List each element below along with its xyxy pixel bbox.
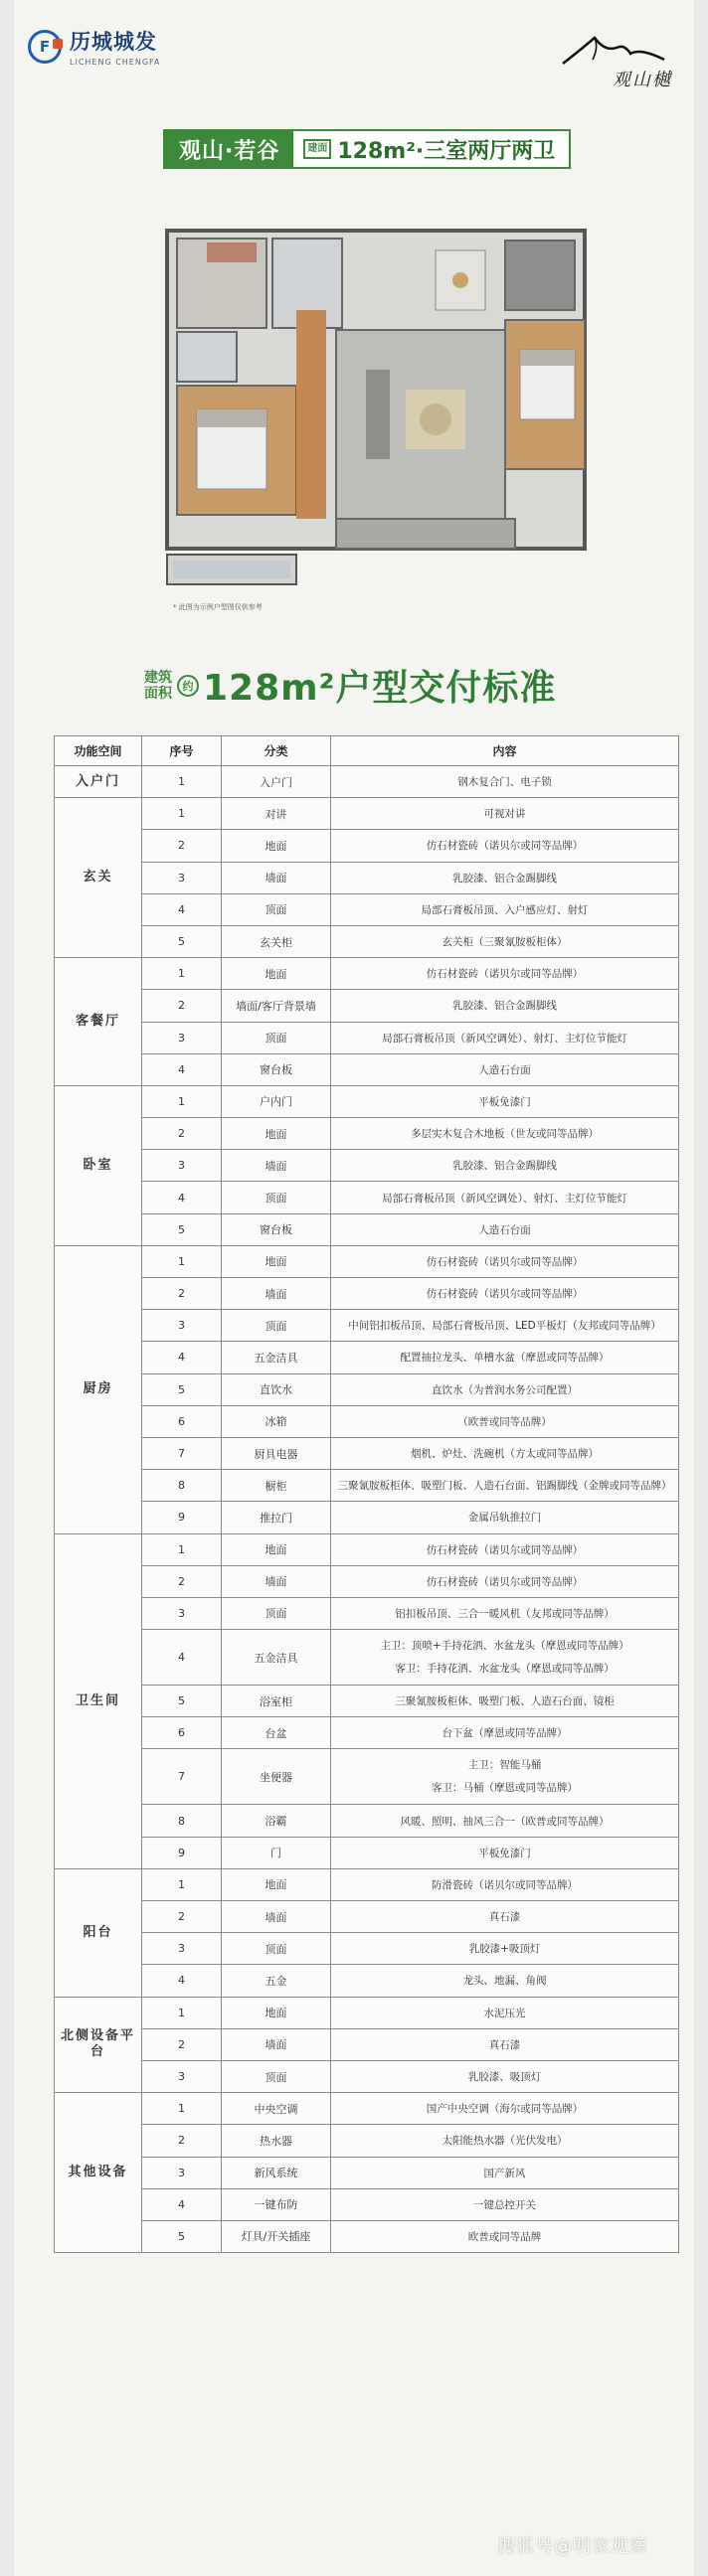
content-cell: 风暖、照明、抽风三合一（欧普或同等品牌）: [331, 1805, 679, 1837]
content-cell: 烟机、炉灶、洗碗机（方太或同等品牌）: [331, 1437, 679, 1469]
category-cell: 墙面: [222, 1565, 331, 1597]
number-cell: 3: [142, 1310, 222, 1342]
number-cell: 5: [142, 2220, 222, 2252]
table-row: [55, 1373, 679, 1405]
content-cell: 平板免漆门: [331, 1085, 679, 1117]
table-row: [55, 1749, 679, 1805]
content-cell: 局部石膏板吊顶、入户感应灯、射灯: [331, 893, 679, 925]
number-cell: 7: [142, 1749, 222, 1805]
number-cell: 7: [142, 1437, 222, 1469]
header-category: 分类: [222, 736, 331, 766]
category-cell: 顶面: [222, 1933, 331, 1965]
number-cell: 1: [142, 798, 222, 830]
content-cell: 玄关柜（三聚氰胺板柜体）: [331, 925, 679, 957]
category-cell: 热水器: [222, 2125, 331, 2157]
content-cell: 一键总控开关: [331, 2188, 679, 2220]
unit-spec: 128m²·三室两厅两卫: [337, 138, 556, 164]
category-cell: 地面: [222, 1997, 331, 2028]
number-cell: 3: [142, 2157, 222, 2188]
number-cell: 5: [142, 1213, 222, 1245]
number-cell: 2: [142, 1118, 222, 1150]
number-cell: 3: [142, 1150, 222, 1182]
content-cell: 仿石材瓷砖（诺贝尔或同等品牌）: [331, 1533, 679, 1565]
area-badge: 约: [177, 675, 199, 697]
category-cell: 台盆: [222, 1717, 331, 1749]
number-cell: 1: [142, 2093, 222, 2125]
content-cell: 国产中央空调（海尔或同等品牌）: [331, 2093, 679, 2125]
content-cell: 仿石材瓷砖（诺贝尔或同等品牌）: [331, 830, 679, 862]
number-cell: 2: [142, 830, 222, 862]
number-cell: 8: [142, 1805, 222, 1837]
table-row: [55, 1933, 679, 1965]
category-cell: 顶面: [222, 2060, 331, 2092]
number-cell: 1: [142, 1085, 222, 1117]
table-row: [55, 958, 679, 990]
table-row: [55, 1597, 679, 1629]
category-cell: 厨具电器: [222, 1437, 331, 1469]
table-row: [55, 2220, 679, 2252]
unit-banner: [163, 129, 571, 169]
content-cell: 乳胶漆+吸顶灯: [331, 1933, 679, 1965]
table-row: [55, 1118, 679, 1150]
content-cell: 仿石材瓷砖（诺贝尔或同等品牌）: [331, 1565, 679, 1597]
area-cell: 阳台: [55, 1868, 142, 1997]
number-cell: 6: [142, 1717, 222, 1749]
number-cell: 1: [142, 766, 222, 798]
table-row: [55, 1310, 679, 1342]
content-cell: 配置抽拉龙头、单槽水盆（摩恩或同等品牌）: [331, 1342, 679, 1373]
number-cell: 3: [142, 1022, 222, 1053]
unit-name: 观山·若谷: [165, 131, 293, 167]
area-cell: 卫生间: [55, 1533, 142, 1868]
category-cell: 地面: [222, 1868, 331, 1900]
content-cell: 仿石材瓷砖（诺贝尔或同等品牌）: [331, 958, 679, 990]
table-row: [55, 2060, 679, 2092]
number-cell: 4: [142, 2188, 222, 2220]
category-cell: 推拉门: [222, 1502, 331, 1533]
content-cell: 中间铝扣板吊顶、局部石膏板吊顶、LED平板灯（友邦或同等品牌）: [331, 1310, 679, 1342]
content-line: 客卫：手持花洒、水盆龙头（摩恩或同等品牌）: [395, 1662, 615, 1675]
number-cell: 1: [142, 1868, 222, 1900]
content-cell: 铝扣板吊顶、三合一暖风机（友邦或同等品牌）: [331, 1597, 679, 1629]
content-cell: 钢木复合门、电子锁: [331, 766, 679, 798]
area-cell: 卧室: [55, 1085, 142, 1245]
table-row: [55, 893, 679, 925]
area-cell: 客餐厅: [55, 958, 142, 1086]
category-cell: 地面: [222, 1118, 331, 1150]
brand-name: 历城城发: [70, 30, 157, 54]
content-cell: 欧普或同等品牌: [331, 2220, 679, 2252]
number-cell: 2: [142, 990, 222, 1022]
category-cell: 直饮水: [222, 1373, 331, 1405]
table-row: [55, 925, 679, 957]
category-cell: 地面: [222, 830, 331, 862]
number-cell: 3: [142, 1597, 222, 1629]
content-cell: 局部石膏板吊顶（新风空调处）、射灯、主灯位节能灯: [331, 1182, 679, 1213]
poster: [14, 0, 694, 2576]
content-cell: 龙头、地漏、角阀: [331, 1965, 679, 1997]
category-cell: 顶面: [222, 893, 331, 925]
number-cell: 2: [142, 2028, 222, 2060]
table-row: [55, 2125, 679, 2157]
number-cell: 4: [142, 1182, 222, 1213]
category-cell: 入户门: [222, 766, 331, 798]
content-cell: 人造石台面: [331, 1053, 679, 1085]
table-row: [55, 1278, 679, 1310]
number-cell: 5: [142, 925, 222, 957]
category-cell: 地面: [222, 958, 331, 990]
developer-brand: [28, 26, 160, 67]
category-cell: 一键布防: [222, 2188, 331, 2220]
content-line: 主卫：顶喷+手持花洒、水盆龙头（摩恩或同等品牌）: [380, 1639, 629, 1652]
number-cell: 6: [142, 1405, 222, 1437]
content-cell: 多层实木复合木地板（世友或同等品牌）: [331, 1118, 679, 1150]
number-cell: 1: [142, 1997, 222, 2028]
category-cell: 玄关柜: [222, 925, 331, 957]
table-row: [55, 1533, 679, 1565]
number-cell: 1: [142, 958, 222, 990]
table-row: [55, 1405, 679, 1437]
number-cell: 2: [142, 1565, 222, 1597]
content-cell: 乳胶漆、铝合金踢脚线: [331, 1150, 679, 1182]
area-cell: 玄关: [55, 798, 142, 958]
content-cell: 金属吊轨推拉门: [331, 1502, 679, 1533]
header-content: 内容: [331, 736, 679, 766]
delivery-standard-table: [54, 735, 679, 2253]
table-row: [55, 1085, 679, 1117]
category-cell: 冰箱: [222, 1405, 331, 1437]
table-row: [55, 990, 679, 1022]
page-title: [143, 660, 556, 711]
content-cell: [331, 1749, 679, 1805]
watermark: 搜狐号@明家观察: [497, 2536, 648, 2557]
developer-logo-icon: F: [28, 30, 62, 64]
number-cell: 2: [142, 1278, 222, 1310]
category-cell: 窗台板: [222, 1053, 331, 1085]
table-row: [55, 1868, 679, 1900]
table-row: [55, 830, 679, 862]
content-cell: 水泥压光: [331, 1997, 679, 2028]
table-row: [55, 1182, 679, 1213]
number-cell: 3: [142, 2060, 222, 2092]
content-cell: [331, 1630, 679, 1686]
number-cell: 4: [142, 1630, 222, 1686]
unit-tag: 建面: [303, 139, 331, 159]
table-row: [55, 1837, 679, 1868]
category-cell: 对讲: [222, 798, 331, 830]
table-row: [55, 798, 679, 830]
table-row: [55, 766, 679, 798]
floor-plan-image: [137, 211, 615, 608]
content-line: 主卫：智能马桶: [467, 1758, 542, 1771]
content-cell: 人造石台面: [331, 1213, 679, 1245]
number-cell: 1: [142, 1533, 222, 1565]
category-cell: 五金: [222, 1965, 331, 1997]
table-row: [55, 2188, 679, 2220]
number-cell: 9: [142, 1837, 222, 1868]
content-cell: 直饮水（为普润水务公司配置）: [331, 1373, 679, 1405]
table-row: [55, 1717, 679, 1749]
category-cell: 浴室柜: [222, 1686, 331, 1717]
table-row: [55, 1053, 679, 1085]
floor-plan-note: * 此图为示例户型图仅供参考: [173, 603, 263, 611]
number-cell: 9: [142, 1502, 222, 1533]
content-cell: 防滑瓷砖（诺贝尔或同等品牌）: [331, 1868, 679, 1900]
category-cell: 顶面: [222, 1597, 331, 1629]
table-row: [55, 1470, 679, 1502]
table-row: [55, 1150, 679, 1182]
table-row: [55, 1997, 679, 2028]
content-cell: （欧普或同等品牌）: [331, 1405, 679, 1437]
title-text: 128m²户型交付标准: [203, 668, 557, 709]
number-cell: 1: [142, 1245, 222, 1277]
category-cell: 橱柜: [222, 1470, 331, 1502]
number-cell: 4: [142, 1965, 222, 1997]
category-cell: 地面: [222, 1245, 331, 1277]
table-row: [55, 1213, 679, 1245]
brand-english-name: LICHENG CHENGFA: [70, 58, 161, 67]
number-cell: 8: [142, 1470, 222, 1502]
table-row: [55, 1805, 679, 1837]
table-row: [55, 1565, 679, 1597]
area-cell: 其他设备: [55, 2093, 142, 2253]
category-cell: 坐便器: [222, 1749, 331, 1805]
category-cell: 墙面/客厅背景墙: [222, 990, 331, 1022]
table-row: [55, 1965, 679, 1997]
category-cell: 浴霸: [222, 1805, 331, 1837]
number-cell: 4: [142, 893, 222, 925]
header-area: 功能空间: [55, 736, 142, 766]
table-row: [55, 1245, 679, 1277]
content-cell: 可视对讲: [331, 798, 679, 830]
content-cell: 真石漆: [331, 2028, 679, 2060]
category-cell: 门: [222, 1837, 331, 1868]
table-row: [55, 1022, 679, 1053]
content-cell: 乳胶漆、铝合金踢脚线: [331, 862, 679, 893]
category-cell: 墙面: [222, 1901, 331, 1933]
number-cell: 5: [142, 1373, 222, 1405]
header-number: 序号: [142, 736, 222, 766]
category-cell: 中央空调: [222, 2093, 331, 2125]
table-row: [55, 2093, 679, 2125]
content-cell: 平板免漆门: [331, 1837, 679, 1868]
number-cell: 2: [142, 2125, 222, 2157]
content-cell: 台下盆（摩恩或同等品牌）: [331, 1717, 679, 1749]
number-cell: 3: [142, 862, 222, 893]
number-cell: 4: [142, 1053, 222, 1085]
category-cell: 顶面: [222, 1022, 331, 1053]
content-cell: 太阳能热水器（光伏发电）: [331, 2125, 679, 2157]
category-cell: 墙面: [222, 1150, 331, 1182]
project-name: 观山樾: [613, 70, 672, 90]
table-row: [55, 1502, 679, 1533]
category-cell: 灯具/开关插座: [222, 2220, 331, 2252]
number-cell: 5: [142, 1686, 222, 1717]
table-row: [55, 862, 679, 893]
category-cell: 窗台板: [222, 1213, 331, 1245]
category-cell: 地面: [222, 1533, 331, 1565]
table-row: [55, 1342, 679, 1373]
area-label: 建筑面积: [144, 669, 172, 702]
content-cell: 国产新风: [331, 2157, 679, 2188]
table-row: [55, 2028, 679, 2060]
area-cell: 北侧设备平台: [55, 1997, 142, 2093]
content-cell: 三聚氰胺板柜体、吸塑门板、人造石台面、镜柜: [331, 1686, 679, 1717]
category-cell: 墙面: [222, 2028, 331, 2060]
area-cell: 入户门: [55, 766, 142, 798]
category-cell: 五金洁具: [222, 1342, 331, 1373]
category-cell: 墙面: [222, 1278, 331, 1310]
category-cell: 顶面: [222, 1182, 331, 1213]
content-line: 客卫：马桶（摩恩或同等品牌）: [432, 1781, 578, 1794]
content-cell: 仿石材瓷砖（诺贝尔或同等品牌）: [331, 1278, 679, 1310]
content-cell: 乳胶漆、吸顶灯: [331, 2060, 679, 2092]
content-cell: 三聚氰胺板柜体、吸塑门板、人造石台面、铝踢脚线（金牌或同等品牌）: [331, 1470, 679, 1502]
area-cell: 厨房: [55, 1245, 142, 1533]
content-cell: 乳胶漆、铝合金踢脚线: [331, 990, 679, 1022]
number-cell: 3: [142, 1933, 222, 1965]
category-cell: 新风系统: [222, 2157, 331, 2188]
table-header-row: [55, 736, 679, 766]
content-cell: 真石漆: [331, 1901, 679, 1933]
table-row: [55, 1437, 679, 1469]
table-row: [55, 1686, 679, 1717]
category-cell: 墙面: [222, 862, 331, 893]
table-row: [55, 1901, 679, 1933]
number-cell: 2: [142, 1901, 222, 1933]
table-row: [55, 1630, 679, 1686]
number-cell: 4: [142, 1342, 222, 1373]
category-cell: 户内门: [222, 1085, 331, 1117]
category-cell: 顶面: [222, 1310, 331, 1342]
category-cell: 五金洁具: [222, 1630, 331, 1686]
table-row: [55, 2157, 679, 2188]
content-cell: 局部石膏板吊顶（新风空调处）、射灯、主灯位节能灯: [331, 1022, 679, 1053]
content-cell: 仿石材瓷砖（诺贝尔或同等品牌）: [331, 1245, 679, 1277]
